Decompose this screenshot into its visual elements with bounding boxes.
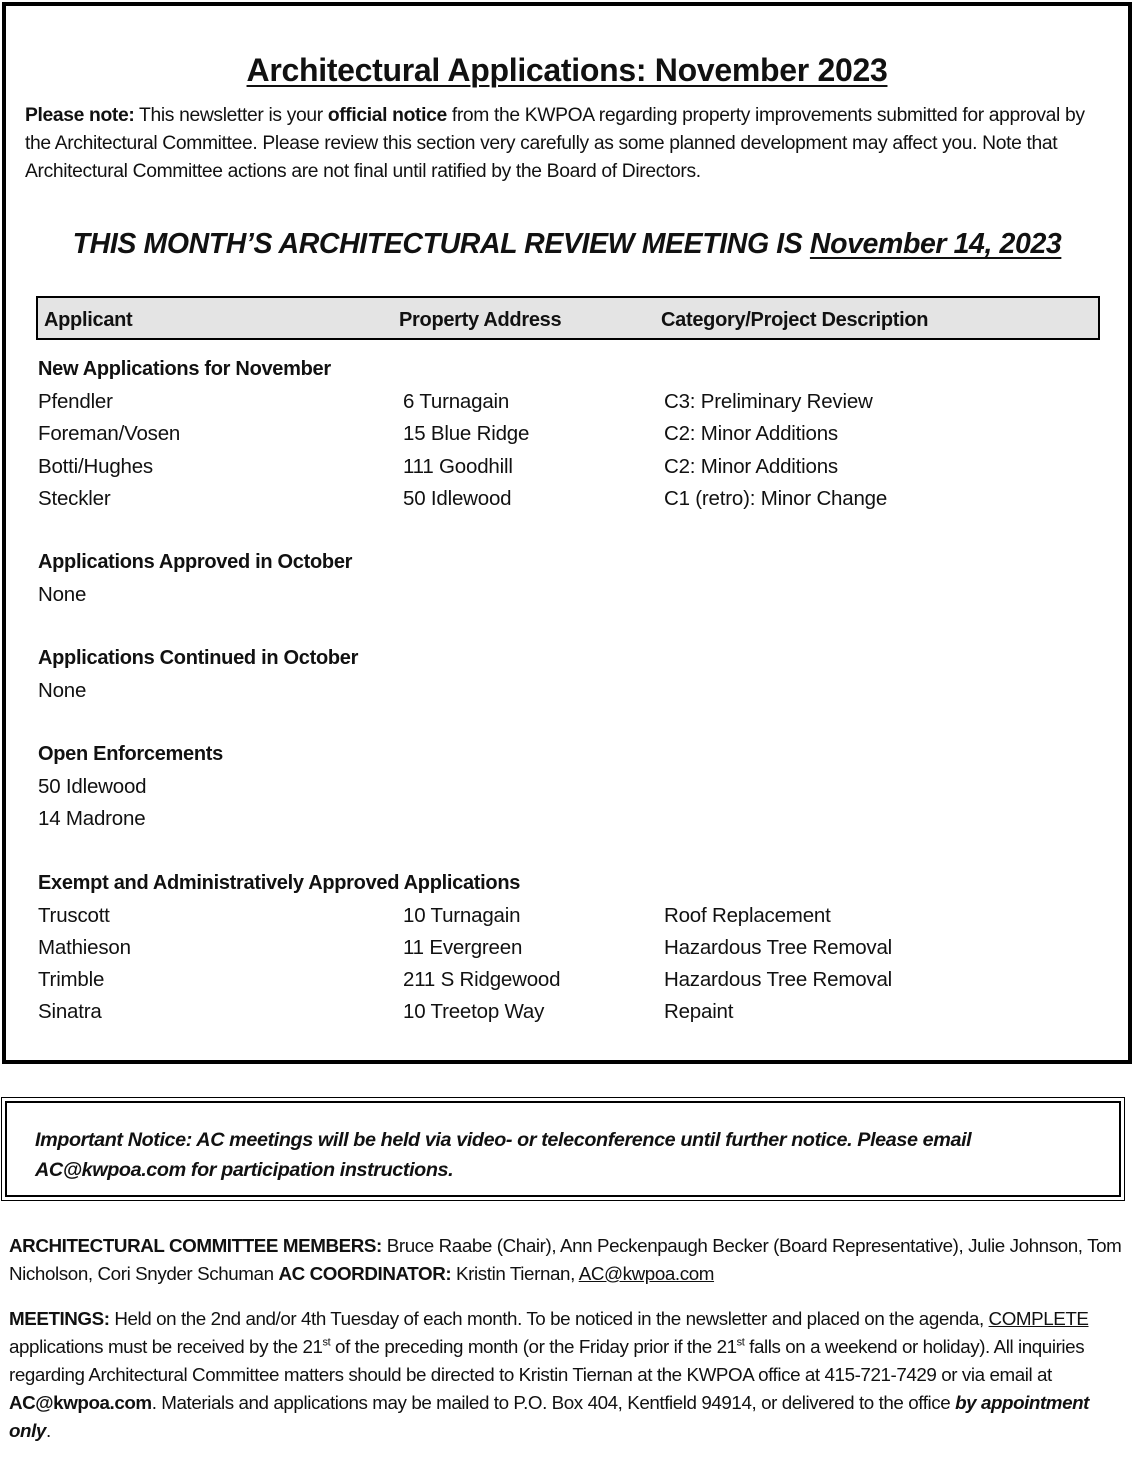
intro-paragraph (25, 102, 1115, 186)
title-text: Architectural Applications: November 2023 (246, 52, 888, 88)
intro-bold-phrase: official notice (327, 105, 447, 126)
members-names: Bruce Raabe (Chair), Ann Peckenpaugh Becker (Board Representative), Julie Johnson, Tom Nicholson, Cori Snyder Schuman (9, 1235, 1122, 1284)
table-row (6, 583, 1126, 615)
table-row (6, 904, 1126, 936)
description: C3: Preliminary Review (664, 390, 873, 413)
table-row (6, 968, 1126, 1000)
meetings-text: Held on the 2nd and/or 4th Tuesday of each month. To be noticed in the newsletter and placed on the agenda, (109, 1308, 989, 1329)
applicant: Foreman/Vosen (38, 422, 181, 445)
meeting-prefix: THIS MONTH’S ARCHITECTURAL REVIEW MEETING IS (72, 228, 810, 260)
description: C1 (retro): Minor Change (664, 487, 888, 510)
applicant: Botti/Hughes (38, 455, 153, 478)
description: Hazardous Tree Removal (664, 936, 893, 959)
header-description: Category/Project Description (661, 309, 929, 331)
applicant: Trimble (38, 968, 105, 991)
table-row (6, 679, 1126, 711)
address: 15 Blue Ridge (403, 422, 530, 445)
address: 111 Goodhill (403, 455, 513, 478)
complete-emphasis: COMPLETE (988, 1308, 1089, 1329)
members-label: ARCHITECTURAL COMMITTEE MEMBERS: (9, 1235, 382, 1256)
section-title: Applications Continued in October (38, 647, 359, 669)
table-header (36, 296, 1100, 340)
address: 10 Treetop Way (403, 1000, 545, 1023)
intro-text-1: This newsletter is your (134, 105, 328, 126)
important-notice-text: Important Notice: AC meetings will be held via video- or teleconference until further notice. Please email AC@kwpoa.com for participation instructions. (35, 1129, 972, 1181)
applicant: Truscott (38, 904, 110, 927)
meetings-info (9, 1305, 1127, 1445)
coordinator-name: Kristin Tiernan, (451, 1263, 579, 1284)
table-row (6, 807, 1126, 839)
section-title: Applications Approved in October (38, 551, 353, 573)
applicant: None (38, 583, 87, 606)
page-title (6, 52, 1128, 89)
section-title: Exempt and Administratively Approved Applications (38, 872, 521, 894)
intro-lead: Please note: (25, 105, 135, 126)
table-row (6, 1000, 1126, 1032)
header-address: Property Address (399, 309, 562, 331)
header-applicant: Applicant (44, 309, 133, 331)
section-title: New Applications for November (38, 358, 331, 380)
description: Hazardous Tree Removal (664, 968, 893, 991)
meetings-text: . Materials and applications may be mailed to P.O. Box 404, Kentfield 94914, or delivered to the office (151, 1392, 956, 1413)
enforcement-address: 50 Idlewood (38, 775, 147, 798)
table-row (6, 487, 1126, 519)
description: Repaint (664, 1000, 734, 1023)
applicant: Sinatra (38, 1000, 102, 1023)
description: Roof Replacement (664, 904, 831, 927)
applicant: Steckler (38, 487, 111, 510)
ordinal-suffix: st (322, 1336, 331, 1349)
important-notice-box (1, 1097, 1125, 1201)
address: 211 S Ridgewood (403, 968, 561, 991)
ordinal-suffix: st (736, 1336, 745, 1349)
table-row (6, 936, 1126, 968)
description: C2: Minor Additions (664, 455, 838, 478)
meeting-announcement (6, 228, 1128, 261)
table-row (6, 422, 1126, 454)
applicant: None (38, 679, 87, 702)
enforcement-address: 14 Madrone (38, 807, 146, 830)
notice-inner-border (5, 1101, 1121, 1197)
coordinator-label: AC COORDINATOR: (278, 1263, 452, 1284)
section-title: Open Enforcements (38, 743, 223, 765)
meeting-date: November 14, 2023 (809, 228, 1062, 260)
meetings-label: MEETINGS: (9, 1308, 110, 1329)
appointment-only-emphasis: by appointment only (9, 1392, 1089, 1441)
address: 11 Evergreen (403, 936, 523, 959)
table-row (6, 455, 1126, 487)
contact-email: AC@kwpoa.com (9, 1392, 152, 1413)
meetings-text: applications must be received by the 21 (9, 1336, 323, 1357)
committee-members (9, 1232, 1124, 1288)
address: 10 Turnagain (403, 904, 521, 927)
meetings-text: falls on a weekend or holiday). All inquiries regarding Architectural Committee matters should be directed to Kristin Tiernan at the KWPOA office at 415-721-7429 or via email at (9, 1336, 1085, 1385)
applicant: Mathieson (38, 936, 131, 959)
meetings-text: of the preceding month (or the Friday prior if the 21 (330, 1336, 737, 1357)
address: 50 Idlewood (403, 487, 512, 510)
description: C2: Minor Additions (664, 422, 838, 445)
applicant: Pfendler (38, 390, 113, 413)
applications-box (2, 2, 1132, 1064)
coordinator-email-link[interactable]: AC@kwpoa.com (578, 1263, 715, 1284)
intro-text-2: from the KWPOA regarding property improvements submitted for approval by the Architectural Committee. Please review this section very carefully as some planned development may affect you. Note that Architectural Committee actions are not final until ratified by the Board of Directors. (25, 105, 1085, 182)
address: 6 Turnagain (403, 390, 510, 413)
table-row (6, 775, 1126, 807)
meetings-text: . (45, 1420, 51, 1441)
table-row (6, 390, 1126, 422)
